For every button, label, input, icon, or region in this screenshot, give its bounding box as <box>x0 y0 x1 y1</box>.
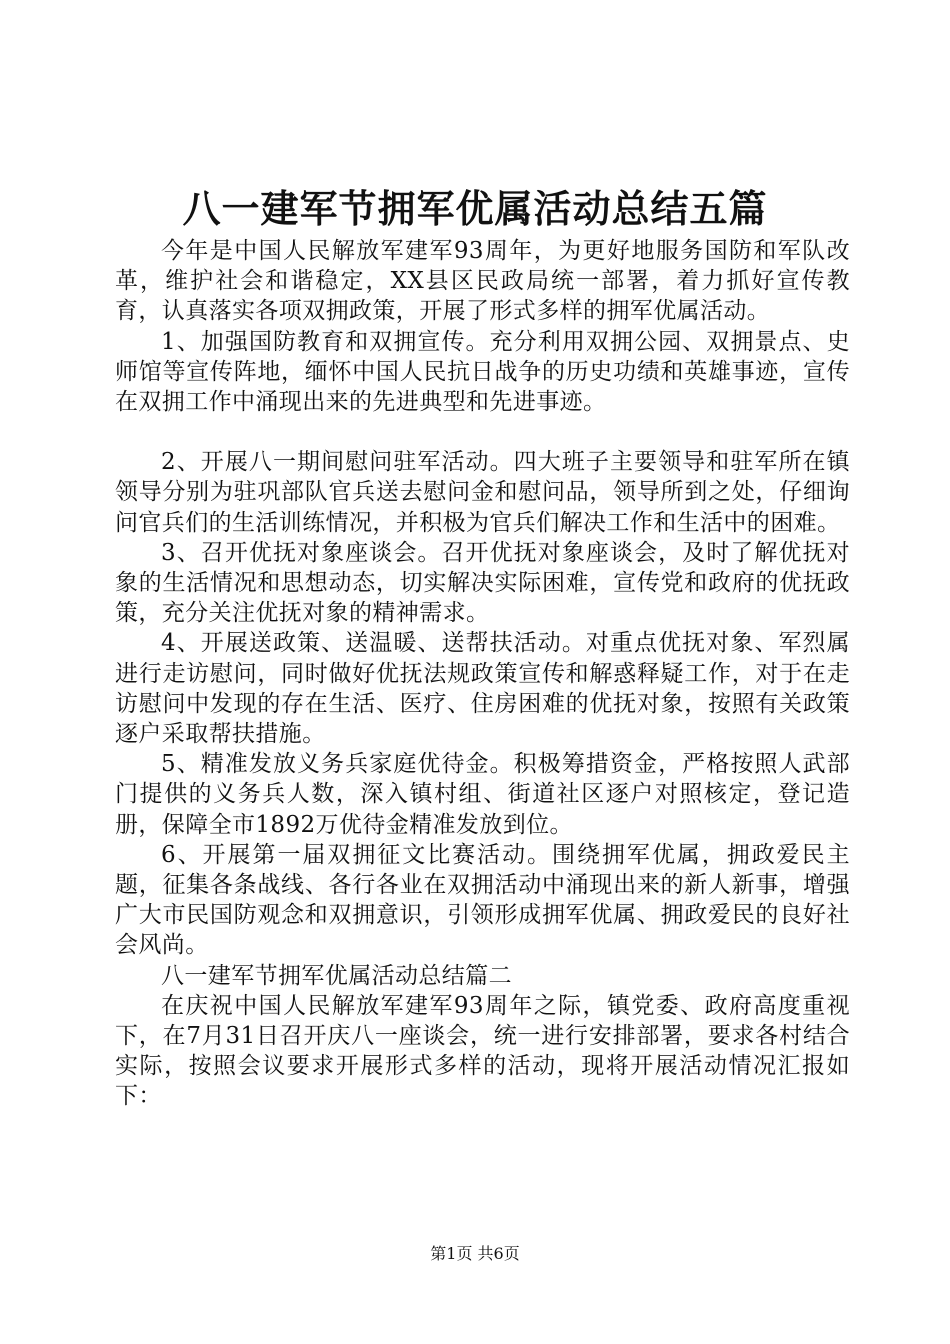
section-heading: 八一建军节拥军优属活动总结篇二 <box>161 962 512 989</box>
item-6-paragraph: 6、开展第一届双拥征文比赛活动。围绕拥军优属，拥政爱民主题，征集各条战线、各行各业在双拥活动中涌现出来的新人新事，增强广大市民国防观念和双拥意识，引领形成拥军优属、拥政爱民的良好社会风尚。 <box>115 841 850 959</box>
document-title: 八一建军节拥军优属活动总结五篇 <box>182 186 768 231</box>
item-2-paragraph: 2、开展八一期间慰问驻军活动。四大班子主要领导和驻军所在镇领导分别为驻巩部队官兵送去慰问金和慰问品，领导所到之处，仔细询问官兵们的生活训练情况，并积极为官兵们解决工作和生活中的困难。 <box>115 449 850 536</box>
item-1-paragraph: 1、加强国防教育和双拥宣传。充分利用双拥公园、双拥景点、史师馆等宣传阵地，缅怀中国人民抗日战争的历史功绩和英雄事迹，宣传在双拥工作中涌现出来的先进典型和先进事迹。 <box>115 328 850 416</box>
item-4-paragraph: 4、开展送政策、送温暖、送帮扶活动。对重点优抚对象、军烈属进行走访慰问，同时做好优抚法规政策宣传和解惑释疑工作，对于在走访慰问中发现的存在生活、医疗、住房困难的优抚对象，按照有关政策逐户采取帮扶措施。 <box>115 630 850 748</box>
section-two-paragraph: 在庆祝中国人民解放军建军93周年之际，镇党委、政府高度重视下，在7月31日召开庆八一座谈会，统一进行安排部署，要求各村结合实际，按照会议要求开展形式多样的活动，现将开展活动情况汇报如下： <box>115 992 850 1110</box>
item-5-paragraph: 5、精准发放义务兵家庭优待金。积极筹措资金，严格按照人武部门提供的义务兵人数，深入镇村组、街道社区逐户对照核定，登记造册，保障全市1892万优待金精准发放到位。 <box>115 751 850 838</box>
page-indicator: 第1页 共6页 <box>430 1244 520 1263</box>
document-body <box>115 236 850 1112</box>
item-3-paragraph: 3、召开优抚对象座谈会。召开优抚对象座谈会，及时了解优抚对象的生活情况和思想动态，切实解决实际困难，宣传党和政府的优抚政策，充分关注优抚对象的精神需求。 <box>115 539 850 627</box>
intro-paragraph: 今年是中国人民解放军建军93周年，为更好地服务国防和军队改革，维护社会和谐稳定，XX县区民政局统一部署，着力抓好宣传教育，认真落实各项双拥政策，开展了形式多样的拥军优属活动。 <box>115 238 850 325</box>
